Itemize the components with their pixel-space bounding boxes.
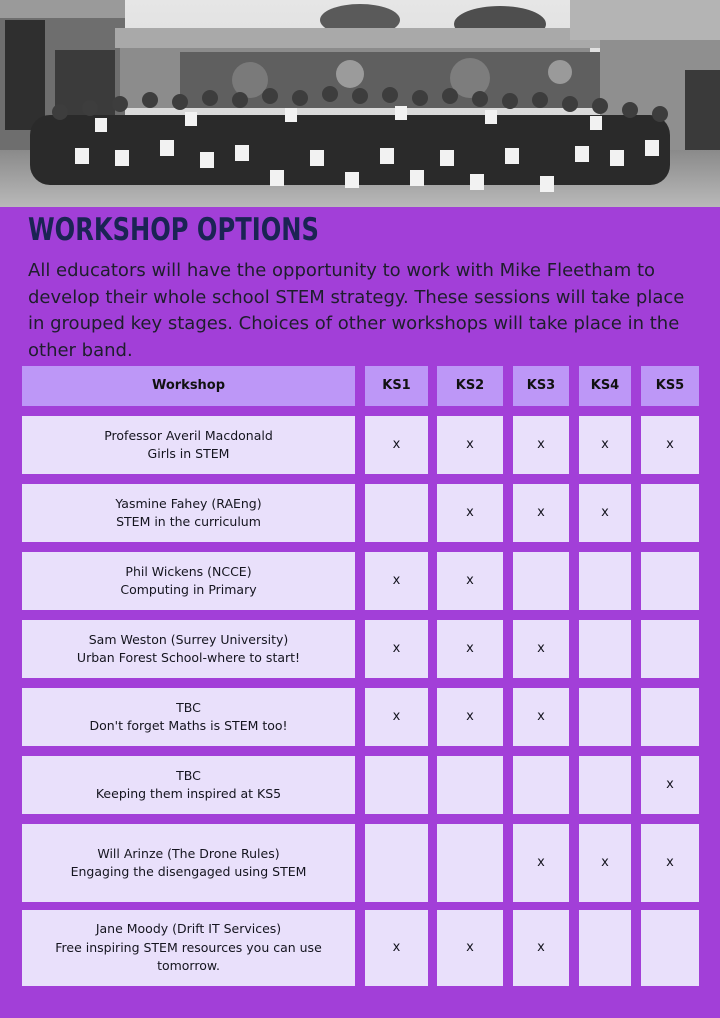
workshop-speaker: Yasmine Fahey (RAEng) xyxy=(115,495,262,511)
ks5-cell: x xyxy=(641,416,699,474)
header-ks2: KS2 xyxy=(437,366,503,406)
ks4-cell xyxy=(579,756,631,814)
workshop-speaker: TBC xyxy=(176,767,201,783)
ks4-cell xyxy=(579,688,631,746)
ks5-cell xyxy=(641,910,699,986)
workshop-title: Urban Forest School-where to start! xyxy=(76,650,301,665)
ks1-cell: x xyxy=(365,552,428,610)
ks1-cell xyxy=(365,484,428,542)
ks2-cell: x xyxy=(437,552,503,610)
workshop-title: Free inspiring STEM resources you can use tomorrow. xyxy=(55,939,322,974)
workshop-speaker: Will Arinze (The Drone Rules) xyxy=(97,845,280,861)
ks4-cell xyxy=(579,620,631,678)
ks1-cell: x xyxy=(365,620,428,678)
ks3-cell xyxy=(513,756,569,814)
ks3-cell: x xyxy=(513,416,569,474)
workshop-speaker: Jane Moody (Drift IT Services) xyxy=(95,921,282,937)
workshop-cell xyxy=(22,824,355,902)
workshop-cell xyxy=(22,552,355,610)
ks4-cell xyxy=(579,552,631,610)
ks5-cell: x xyxy=(641,756,699,814)
ks1-cell: x xyxy=(365,688,428,746)
ks2-cell: x xyxy=(437,484,503,542)
workshop-speaker: TBC xyxy=(176,699,201,715)
workshop-speaker: Sam Weston (Surrey University) xyxy=(88,631,289,647)
ks3-cell: x xyxy=(513,484,569,542)
workshop-speaker: Professor Averil Macdonald xyxy=(104,427,273,443)
workshop-speaker: Phil Wickens (NCCE) xyxy=(125,563,252,579)
group-photo xyxy=(0,0,720,207)
ks4-cell: x xyxy=(579,416,631,474)
header-ks3: KS3 xyxy=(513,366,569,406)
ks3-cell xyxy=(513,552,569,610)
ks3-cell: x xyxy=(513,910,569,986)
ks5-cell xyxy=(641,620,699,678)
workshop-cell xyxy=(22,484,355,542)
workshop-title: Engaging the disengaged using STEM xyxy=(70,864,307,879)
ks3-cell: x xyxy=(513,824,569,902)
workshop-title: STEM in the curriculum xyxy=(116,514,261,529)
workshop-title: Computing in Primary xyxy=(120,582,257,597)
ks5-cell xyxy=(641,688,699,746)
workshop-cell xyxy=(22,910,355,986)
workshop-cell xyxy=(22,416,355,474)
page-title: WORKSHOP OPTIONS xyxy=(28,212,319,248)
ks1-cell xyxy=(365,824,428,902)
ks4-cell xyxy=(579,910,631,986)
ks1-cell xyxy=(365,756,428,814)
ks1-cell: x xyxy=(365,910,428,986)
ks5-cell xyxy=(641,484,699,542)
ks4-cell: x xyxy=(579,824,631,902)
workshop-cell xyxy=(22,688,355,746)
header-ks4: KS4 xyxy=(579,366,631,406)
workshop-title: Girls in STEM xyxy=(147,446,230,461)
workshop-title: Don't forget Maths is STEM too! xyxy=(89,718,288,733)
ks4-cell: x xyxy=(579,484,631,542)
ks2-cell xyxy=(437,756,503,814)
workshop-cell xyxy=(22,620,355,678)
ks2-cell: x xyxy=(437,688,503,746)
ks2-cell: x xyxy=(437,910,503,986)
header-ks5: KS5 xyxy=(641,366,699,406)
ks2-cell: x xyxy=(437,416,503,474)
ks3-cell: x xyxy=(513,620,569,678)
ks2-cell: x xyxy=(437,620,503,678)
header-ks1: KS1 xyxy=(365,366,428,406)
ks5-cell xyxy=(641,552,699,610)
workshop-cell xyxy=(22,756,355,814)
ks5-cell: x xyxy=(641,824,699,902)
ks2-cell xyxy=(437,824,503,902)
intro-paragraph: All educators will have the opportunity to work with Mike Fleetham to develop their whole school STEM strategy. These sessions will take place in grouped key stages. Choices of other workshops will take place in the other band. xyxy=(28,260,685,361)
ks3-cell: x xyxy=(513,688,569,746)
ks1-cell: x xyxy=(365,416,428,474)
header-workshop: Workshop xyxy=(22,366,355,406)
workshop-title: Keeping them inspired at KS5 xyxy=(95,786,282,801)
